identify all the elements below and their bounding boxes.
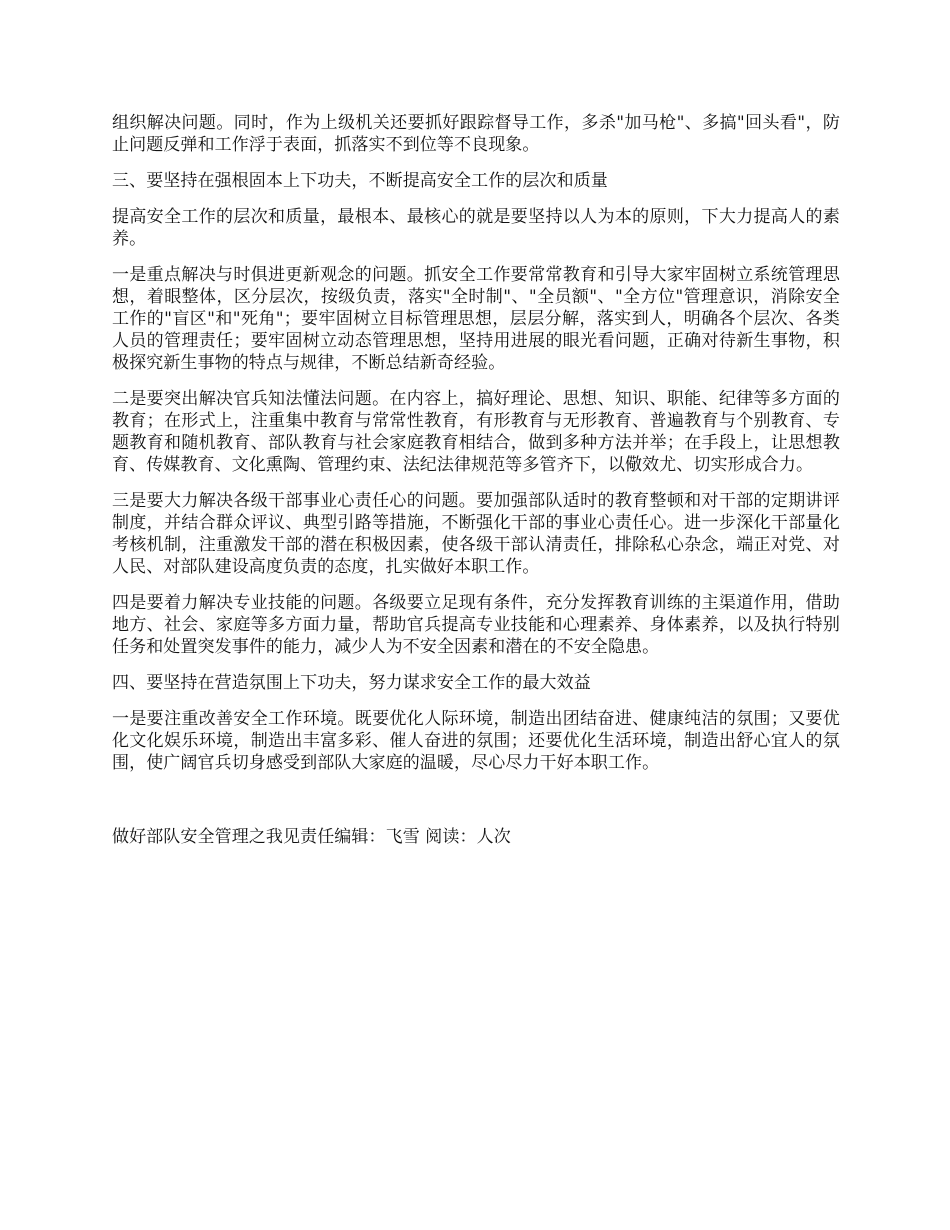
section-heading-three: 三、要坚持在强根固本上下功夫，不断提高安全工作的层次和质量 [112, 171, 608, 191]
paragraph-point-three: 三是要大力解决各级干部事业心责任心的问题。要加强部队适时的教育整顿和对干部的定期讲评制度，并结合群众评议、典型引路等措施，不断强化干部的事业心责任心。进一步深化干部量化考核机制，注重激发干部的潜在积极因素，使各级干部认清责任，排除私心杂念，端正对党、对人民、对部队建设高度负责的态度，扎实做好本职工作。 [112, 491, 840, 577]
paragraph-point-two: 二是要突出解决官兵知法懂法问题。在内容上，搞好理论、思想、知识、职能、纪律等多方面的教育；在形式上，注重集中教育与常常性教育，有形教育与无形教育、普遍教育与个别教育、专题教育和随机教育、部队教育与社会家庭教育相结合，做到多种方法并举；在手段上，让思想教育、传媒教育、文化熏陶、管理约束、法纪法律规范等多管齐下，以儆效尤、切实形成合力。 [112, 389, 840, 475]
footer-editor-line: 做好部队安全管理之我见责任编辑：飞雪 阅读：人次 [112, 827, 511, 847]
document-body [112, 112, 840, 848]
paragraph-intro: 提高安全工作的层次和质量，最根本、最核心的就是要坚持以人为本的原则，下大力提高人的素养。 [112, 207, 840, 249]
paragraph-continuation: 组织解决问题。同时，作为上级机关还要抓好跟踪督导工作，多杀"加马枪"、多搞"回头看"，防止问题反弹和工作浮于表面，抓落实不到位等不良现象。 [112, 113, 840, 155]
spacer [112, 788, 840, 826]
paragraph-point-one: 一是重点解决与时俱进更新观念的问题。抓安全工作要常常教育和引导大家牢固树立系统管理思想，着眼整体，区分层次，按级负责，落实"全时制"、"全员额"、"全方位"管理意识，消除安全工作的"盲区"和"死角"；要牢固树立目标管理思想，层层分解，落实到人，明确各个层次、各类人员的管理责任；要牢固树立动态管理思想，坚持用进展的眼光看问题，正确对待新生事物，积极探究新生事物的特点与规律，不断总结新奇经验。 [112, 265, 840, 373]
section-heading-four: 四、要坚持在营造氛围上下功夫，努力谋求安全工作的最大效益 [112, 673, 591, 693]
paragraph-environment: 一是要注重改善安全工作环境。既要优化人际环境，制造出团结奋进、健康纯洁的氛围；又要优化文化娱乐环境，制造出丰富多彩、催人奋进的氛围；还要优化生活环境，制造出舒心宜人的氛围，使广阔官兵切身感受到部队大家庭的温暖，尽心尽力干好本职工作。 [112, 709, 840, 773]
paragraph-point-four: 四是要着力解决专业技能的问题。各级要立足现有条件，充分发挥教育训练的主渠道作用，借助地方、社会、家庭等多方面力量，帮助官兵提高专业技能和心理素养、身体素养，以及执行特别任务和处置突发事件的能力，减少人为不安全因素和潜在的不安全隐患。 [112, 593, 840, 657]
